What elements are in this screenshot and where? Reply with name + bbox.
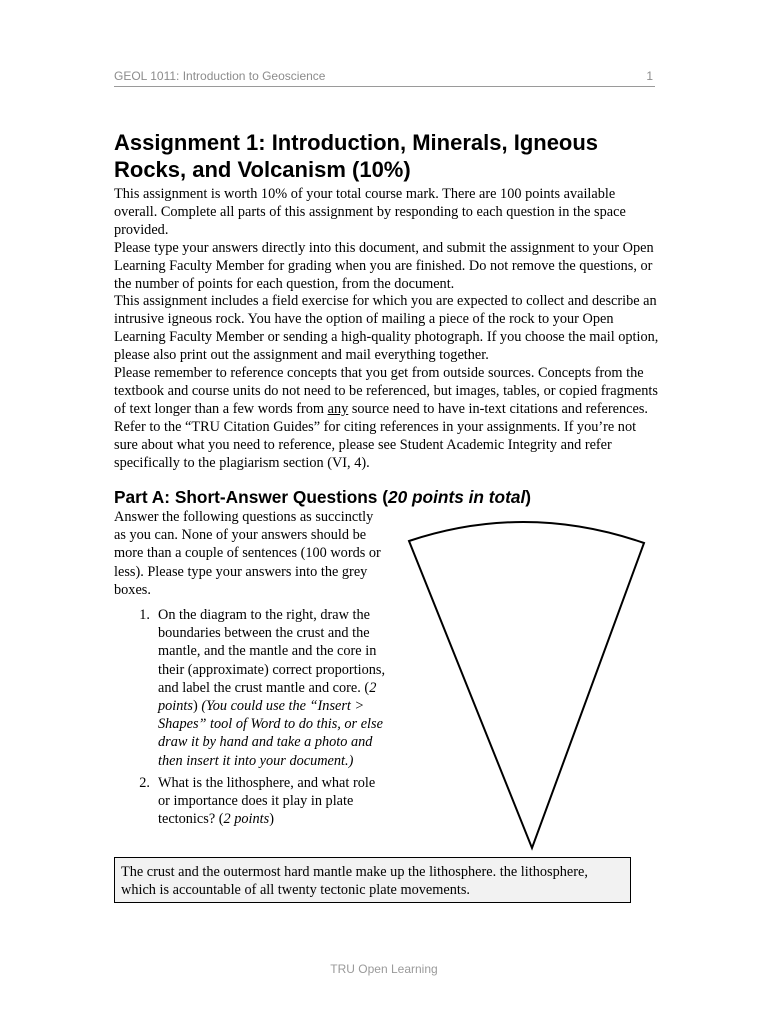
question-1-after-points: ) — [192, 698, 202, 715]
intro-p4-text-a: Please remember to reference concepts that you get from outside sources. Concepts from the textbook and course units do not need to be referenced, but images, tables, or copied fragments of text longer than a few words from — [114, 365, 658, 417]
answer-box-question-2[interactable]: The crust and the outermost hard mantle make up the lithosphere. the lithosphere, which is accountable of all twenty tectonic plate movements. — [114, 857, 631, 903]
page-number: 1 — [646, 69, 653, 83]
question-1-number: 1. — [139, 607, 150, 624]
question-2-number: 2. — [139, 774, 150, 791]
question-1-body: On the diagram to the right, draw the boundaries between the crust and the mantle, and the mantle and the core in their (approximate) correct proportions, and label the crust mantle and core. ( — [158, 607, 386, 696]
course-title: GEOL 1011: Introduction to Geoscience — [114, 69, 326, 83]
question-1-note: (You could use the “Insert > Shapes” tool of Word to do this, or else draw it by hand and take a photo and then insert it into your document.) — [158, 698, 383, 769]
intro-p4-text-b: source need to have in-text citations and references. Refer to the “TRU Citation Guides” for citing references in your assignments. If you’re not sure about what you need to reference, please see Student Academic Integrity and refer specifically to the plagiarism section (VI, 4). — [114, 400, 648, 471]
question-2-body: What is the lithosphere, and what role or importance does it play in plate tectonics? ( — [158, 774, 376, 828]
intro-paragraph-3: This assignment includes a field exercise for which you are expected to collect and describe an intrusive igneous rock. You have the option of mailing a piece of the rock to your Open Learning Faculty Member or sending a high-quality photograph. If you choose the mail option, please also print out the assignment and mail everything together. — [114, 293, 659, 364]
intro-paragraph-1: This assignment is worth 10% of your total course mark. There are 100 points available overall. Complete all parts of this assignment by responding to each question in the space provided. — [114, 186, 626, 238]
assignment-title: Assignment 1: Introduction, Minerals, Igneous Rocks, and Volcanism (10%) — [114, 130, 599, 182]
underlined-any: any — [327, 400, 349, 417]
question-2-after-points: ) — [269, 811, 274, 828]
earth-wedge-shape[interactable] — [409, 522, 644, 848]
page-footer: TRU Open Learning — [330, 962, 438, 976]
part-a-heading-prefix: Part A: Short-Answer Questions ( — [114, 487, 388, 507]
intro-paragraph-2: Please type your answers directly into this document, and submit the assignment to your Open Learning Faculty Member for grading when you are finished. Do not remove the questions, or the number of points for each question, from the document. — [114, 239, 654, 292]
part-a-heading-points: 20 points in total — [387, 487, 526, 507]
question-1-points: 2 points — [158, 679, 377, 715]
part-a-instructions: Answer the following questions as succinctly as you can. None of your answers should be more than a couple of sentences (100 words or less). Please type your answers into the grey boxes. — [114, 509, 381, 598]
part-a-heading-suffix: ) — [525, 487, 532, 507]
question-2-points: 2 points — [223, 811, 270, 828]
